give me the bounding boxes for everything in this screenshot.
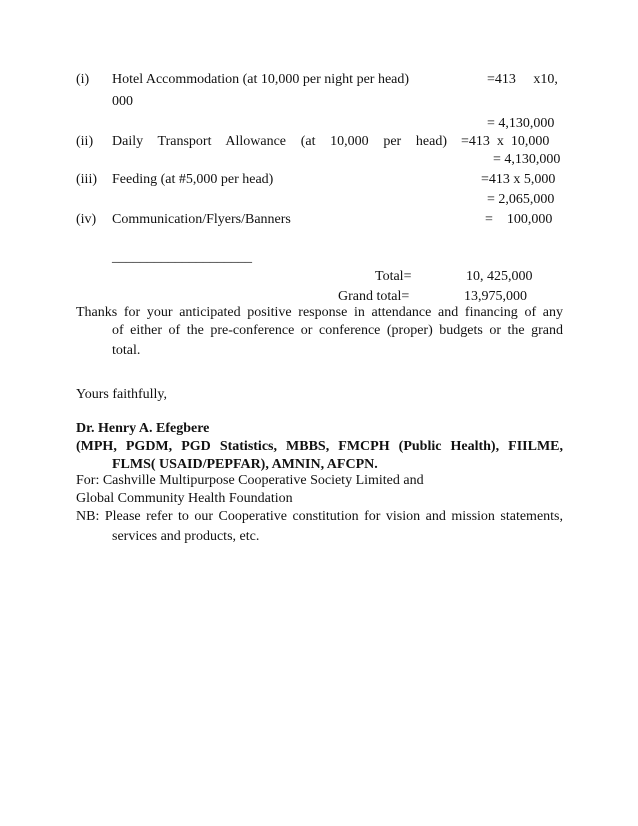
item-number: (i) [76, 72, 90, 87]
nb-line: services and products, etc. [112, 529, 260, 544]
signatory-qualifications: FLMS( USAID/PEPFAR), AMNIN, AFCPN. [112, 457, 378, 472]
item-description: Communication/Flyers/Banners [112, 212, 291, 227]
total-value: 10, 425,000 [466, 269, 533, 284]
item-number: (iv) [76, 212, 97, 227]
item-calculation-wrap: 000 [112, 94, 133, 109]
rule-line: ____________________ [112, 250, 252, 265]
thanks-line: total. [112, 343, 141, 358]
closing: Yours faithfully, [76, 387, 168, 402]
nb-line: NB: Please refer to our Cooperative constitution for vision and mission statements, [76, 509, 563, 524]
item-result: = 4,130,000 [487, 116, 555, 131]
item-calculation: =413 x 10,000 [461, 134, 550, 149]
signatory-name: Dr. Henry A. Efegbere [76, 421, 210, 436]
signatory-for-line: For: Cashville Multipurpose Cooperative Society Limited and [76, 473, 424, 488]
signatory-organization: Global Community Health Foundation [76, 491, 293, 506]
item-number: (ii) [76, 134, 94, 149]
grand-total-value: 13,975,000 [464, 289, 527, 304]
item-calculation: = 100,000 [485, 212, 553, 227]
signatory-qualifications: (MPH, PGDM, PGD Statistics, MBBS, FMCPH (Public Health), FIILME, [76, 439, 563, 454]
item-result: = 4,130,000 [493, 152, 561, 167]
thanks-line: of either of the pre-conference or conference (proper) budgets or the grand [112, 323, 563, 338]
item-description: Daily Transport Allowance (at 10,000 per head) [112, 134, 447, 149]
total-label: Total= [375, 269, 412, 284]
thanks-line: Thanks for your anticipated positive response in attendance and financing of any [76, 305, 563, 320]
grand-total-label: Grand total= [338, 289, 410, 304]
item-calculation: =413 x 5,000 [481, 172, 556, 187]
item-calculation: =413 x10, [487, 72, 558, 87]
item-number: (iii) [76, 172, 97, 187]
item-description: Hotel Accommodation (at 10,000 per night per head) [112, 72, 410, 87]
item-description: Feeding (at #5,000 per head) [112, 172, 274, 187]
item-result: = 2,065,000 [487, 192, 555, 207]
